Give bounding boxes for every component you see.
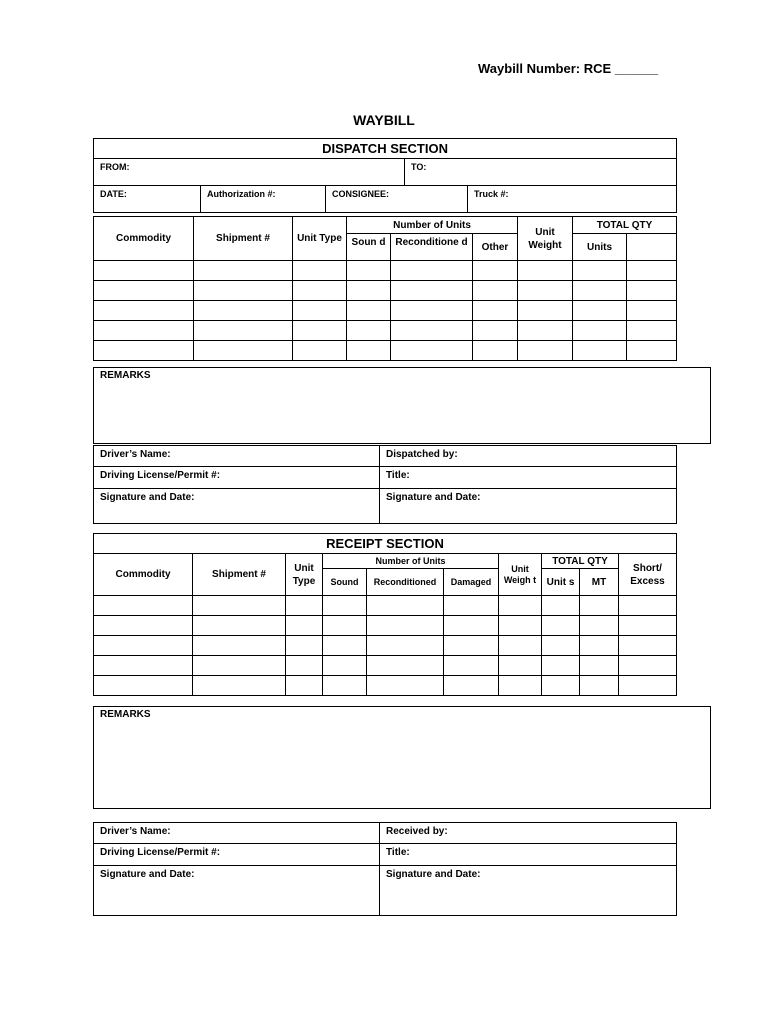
dispatch-cell[interactable] [391,341,473,361]
dispatch-drivers-name-label: Driver’s Name: [100,449,171,460]
receipt-cell[interactable] [286,676,323,696]
dispatched-by-field[interactable] [380,446,677,467]
receipt-cell[interactable] [499,676,542,696]
receipt-col-commodity: Commodity [94,554,193,596]
dispatch-rows [94,261,677,361]
receipt-section-title: RECEIPT SECTION [94,534,677,554]
to-label: TO: [411,162,427,172]
receipt-cell[interactable] [444,656,499,676]
dispatch-cell[interactable] [293,341,347,361]
waybill-number-label: Waybill Number: RCE ______ [478,61,659,76]
dispatch-title-label: Title: [386,470,410,481]
receipt-signature-field[interactable] [94,866,380,916]
receipt-title-field[interactable] [380,844,677,866]
col-unit-weight: Unit Weight [518,217,573,261]
to-field[interactable] [405,159,677,186]
receipt-cell[interactable] [619,676,677,696]
receipt-cell[interactable] [580,636,619,656]
receipt-cell[interactable] [542,636,580,656]
receipt-col-short-excess: Short/ Excess [619,554,677,596]
dispatch-signature-field[interactable] [94,489,380,524]
dispatch-signature-right-field[interactable] [380,489,677,524]
receipt-cell[interactable] [286,636,323,656]
receipt-cell[interactable] [580,596,619,616]
dispatch-cell[interactable] [94,301,194,321]
dispatch-cell[interactable] [194,281,293,301]
receipt-cell[interactable] [580,676,619,696]
dispatch-remarks-box[interactable] [93,367,711,444]
dispatch-cell[interactable] [627,281,677,301]
dispatch-cell[interactable] [518,301,573,321]
dispatch-cell[interactable] [573,281,627,301]
receipt-cell[interactable] [542,616,580,636]
receipt-signature-right-field[interactable] [380,866,677,916]
dispatch-cell[interactable] [391,301,473,321]
receipt-cell[interactable] [542,656,580,676]
receipt-col-reconditioned: Reconditioned [367,569,444,596]
col-sound: Soun d [347,234,391,261]
receipt-col-units: Unit s [542,569,580,596]
receipt-cell[interactable] [444,596,499,616]
dispatch-cell[interactable] [293,301,347,321]
col-commodity: Commodity [94,217,194,261]
receipt-cell[interactable] [323,636,367,656]
receipt-cell[interactable] [367,636,444,656]
dispatch-cell[interactable] [347,261,391,281]
dispatch-cell[interactable] [94,261,194,281]
receipt-cell[interactable] [542,596,580,616]
receipt-cell[interactable] [323,596,367,616]
dispatch-cell[interactable] [94,321,194,341]
receipt-cell[interactable] [323,676,367,696]
consignee-field[interactable] [326,186,468,213]
dispatch-cell[interactable] [573,341,627,361]
receipt-cell[interactable] [323,616,367,636]
dispatch-commodity-table [93,216,677,361]
col-total-qty-blank [627,234,677,261]
receipt-cell[interactable] [499,616,542,636]
table-row [94,281,677,301]
receipt-cell[interactable] [367,656,444,676]
dispatch-cell[interactable] [627,341,677,361]
dispatch-cell[interactable] [293,281,347,301]
receipt-col-unit-weight: Unit Weigh t [499,554,542,596]
dispatch-cell[interactable] [573,321,627,341]
receipt-cell[interactable] [367,676,444,696]
receipt-cell[interactable] [619,636,677,656]
authorization-label: Authorization #: [207,189,276,199]
dispatch-cell[interactable] [94,341,194,361]
dispatch-cell[interactable] [473,261,518,281]
table-row [94,301,677,321]
col-total-qty: TOTAL QTY [573,217,677,234]
dispatch-cell[interactable] [627,321,677,341]
col-reconditioned: Reconditione d [391,234,473,261]
table-row [94,656,677,676]
receipt-cell[interactable] [193,676,286,696]
dispatch-cell[interactable] [347,301,391,321]
dispatch-cell[interactable] [473,341,518,361]
receipt-cell[interactable] [286,616,323,636]
col-other: Other [473,234,518,261]
dispatch-cell[interactable] [293,321,347,341]
receipt-cell[interactable] [193,656,286,676]
receipt-signature-label: Signature and Date: [100,869,195,880]
receipt-cell[interactable] [542,676,580,696]
receipt-cell[interactable] [444,636,499,656]
receipt-cell[interactable] [619,616,677,636]
dispatch-cell[interactable] [518,281,573,301]
receipt-cell[interactable] [94,616,193,636]
dispatch-cell[interactable] [347,281,391,301]
receipt-cell[interactable] [193,636,286,656]
date-field[interactable] [94,186,201,213]
receipt-title-label: Title: [386,847,410,858]
dispatch-signature-table [93,445,677,524]
dispatch-license-field[interactable] [94,467,380,489]
dispatch-cell[interactable] [627,301,677,321]
table-row [94,261,677,281]
page-title: WAYBILL [353,112,415,128]
receipt-col-shipment: Shipment # [193,554,286,596]
table-row [94,636,677,656]
table-row [94,596,677,616]
col-units: Units [573,234,627,261]
dispatch-cell[interactable] [473,301,518,321]
receipt-cell[interactable] [193,616,286,636]
receipt-cell[interactable] [94,676,193,696]
receipt-drivers-name-field[interactable] [94,823,380,844]
receipt-signature-right-label: Signature and Date: [386,869,481,880]
truck-field[interactable] [468,186,677,213]
receipt-cell[interactable] [94,636,193,656]
dispatch-remarks-label: REMARKS [100,370,151,381]
dispatch-drivers-name-field[interactable] [94,446,380,467]
receipt-rows [94,596,677,696]
dispatch-cell[interactable] [473,281,518,301]
receipt-signature-table [93,822,677,916]
table-row [94,616,677,636]
receipt-cell[interactable] [193,596,286,616]
receipt-col-mt: MT [580,569,619,596]
table-row [94,676,677,696]
receipt-commodity-table [93,533,677,696]
received-by-label: Received by: [386,826,448,837]
authorization-field[interactable] [201,186,326,213]
dispatch-cell[interactable] [194,321,293,341]
dispatch-cell[interactable] [347,321,391,341]
dispatch-title-field[interactable] [380,467,677,489]
truck-label: Truck #: [474,189,509,199]
receipt-cell[interactable] [286,596,323,616]
receipt-col-number-of-units: Number of Units [323,554,499,569]
dispatch-signature-right-label: Signature and Date: [386,492,481,503]
receipt-cell[interactable] [580,616,619,636]
receipt-cell[interactable] [367,616,444,636]
dispatched-by-label: Dispatched by: [386,449,458,460]
dispatch-cell[interactable] [573,301,627,321]
table-row [94,321,677,341]
receipt-cell[interactable] [444,676,499,696]
receipt-cell[interactable] [367,596,444,616]
date-label: DATE: [100,189,127,199]
dispatch-cell[interactable] [94,281,194,301]
dispatch-cell[interactable] [194,301,293,321]
received-by-field[interactable] [380,823,677,844]
dispatch-cell[interactable] [573,261,627,281]
dispatch-section-title: DISPATCH SECTION [94,139,677,159]
receipt-cell[interactable] [94,656,193,676]
receipt-cell[interactable] [580,656,619,676]
dispatch-cell[interactable] [518,341,573,361]
dispatch-license-label: Driving License/Permit #: [100,470,221,481]
receipt-cell[interactable] [499,656,542,676]
from-field[interactable] [94,159,405,186]
receipt-col-damaged: Damaged [444,569,499,596]
receipt-cell[interactable] [286,656,323,676]
receipt-cell[interactable] [499,636,542,656]
dispatch-cell[interactable] [194,341,293,361]
dispatch-cell[interactable] [473,321,518,341]
col-number-of-units: Number of Units [347,217,518,234]
receipt-remarks-label: REMARKS [100,709,151,720]
dispatch-cell[interactable] [194,261,293,281]
dispatch-cell[interactable] [293,261,347,281]
receipt-col-unit-type: Unit Type [286,554,323,596]
receipt-cell[interactable] [619,656,677,676]
receipt-drivers-name-label: Driver’s Name: [100,826,171,837]
dispatch-cell[interactable] [391,321,473,341]
dispatch-cell[interactable] [391,281,473,301]
receipt-cell[interactable] [94,596,193,616]
receipt-cell[interactable] [323,656,367,676]
table-row [94,341,677,361]
receipt-license-field[interactable] [94,844,380,866]
col-unit-type: Unit Type [293,217,347,261]
dispatch-signature-label: Signature and Date: [100,492,195,503]
col-shipment: Shipment # [194,217,293,261]
dispatch-cell[interactable] [347,341,391,361]
from-label: FROM: [100,162,130,172]
receipt-col-sound: Sound [323,569,367,596]
receipt-remarks-box[interactable] [93,706,711,809]
receipt-license-label: Driving License/Permit #: [100,847,221,858]
receipt-col-total-qty: TOTAL QTY [542,554,619,569]
receipt-cell[interactable] [619,596,677,616]
dispatch-cell[interactable] [518,261,573,281]
consignee-label: CONSIGNEE: [332,189,390,199]
dispatch-cell[interactable] [518,321,573,341]
dispatch-header-table [93,138,677,213]
receipt-cell[interactable] [499,596,542,616]
dispatch-cell[interactable] [391,261,473,281]
dispatch-cell[interactable] [627,261,677,281]
receipt-cell[interactable] [444,616,499,636]
